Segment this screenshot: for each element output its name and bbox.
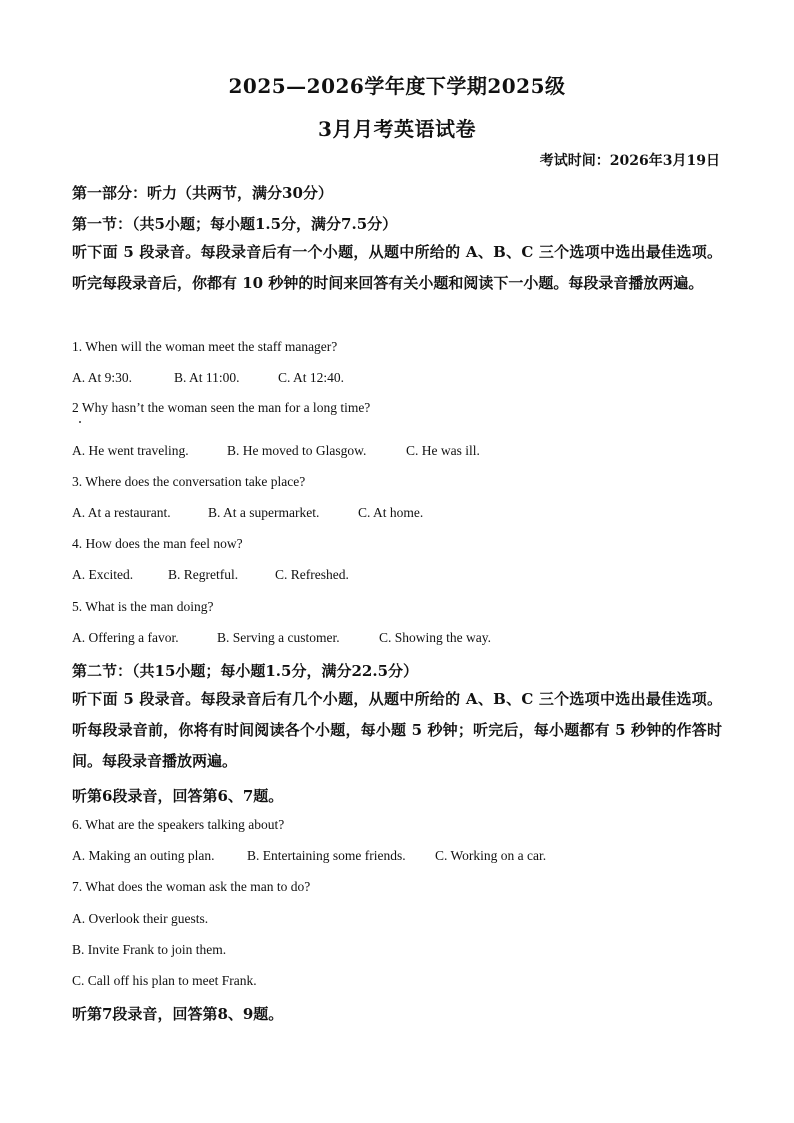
question-5: 5. What is the man doing? xyxy=(72,599,214,614)
options-1 xyxy=(72,370,344,386)
question-2: 2 Why hasn’t the woman seen the man for a long time? xyxy=(72,400,371,415)
option-c: C. At home. xyxy=(358,505,424,520)
option-b: B. Serving a customer. xyxy=(217,630,340,645)
option-b: B. At 11:00. xyxy=(174,370,240,385)
option-7c: C. Call off his plan to meet Frank. xyxy=(72,973,257,988)
options-5 xyxy=(72,630,491,646)
section1-instruction: 听下面 5 段录音。每段录音后有一个小题，从题中所给的 A、B、C 三个选项中选出最佳选项。听完每段录音后，你都有 10 秒钟的时间来回答有关小题和阅读下一小题。每段录音播放两遍。 xyxy=(72,243,722,292)
option-c: C. He was ill. xyxy=(406,443,480,458)
audio-7-label: 听第7段录音，回答第8、9题。 xyxy=(72,1005,284,1023)
question-6: 6. What are the speakers talking about? xyxy=(72,817,285,832)
stray-mark xyxy=(79,421,81,423)
section1-heading: 第一节：（共5小题；每小题1.5分，满分7.5分） xyxy=(72,215,398,233)
option-7a: A. Overlook their guests. xyxy=(72,911,209,926)
section2-heading: 第二节：（共15小题；每小题1.5分，满分22.5分） xyxy=(72,662,419,680)
question-1: 1. When will the woman meet the staff manager? xyxy=(72,339,338,354)
option-b: B. Entertaining some friends. xyxy=(247,848,406,863)
options-6 xyxy=(72,848,546,864)
part1-heading: 第一部分：听力（共两节，满分30分） xyxy=(72,184,333,202)
section2-instruction: 听下面 5 段录音。每段录音后有几个小题，从题中所给的 A、B、C 三个选项中选出最佳选项。听每段录音前，你将有时间阅读各个小题，每小题 5 秒钟；听完后，每小题都有 5 秒钟的作答时间。每段录音播放两遍。 xyxy=(72,690,722,770)
option-c: C. Working on a car. xyxy=(435,848,547,863)
option-7b: B. Invite Frank to join them. xyxy=(72,942,227,957)
question-7: 7. What does the woman ask the man to do? xyxy=(72,879,311,894)
option-b: B. He moved to Glasgow. xyxy=(227,443,367,458)
option-a: A. At 9:30. xyxy=(72,370,133,385)
exam-subtitle: 3月月考英语试卷 xyxy=(318,117,476,141)
exam-time: 考试时间：2026年3月19日 xyxy=(539,153,720,169)
option-a: A. Making an outing plan. xyxy=(72,848,215,863)
option-a: A. Offering a favor. xyxy=(72,630,179,645)
option-c: C. At 12:40. xyxy=(278,370,345,385)
options-2 xyxy=(72,443,480,459)
options-4 xyxy=(72,567,349,583)
exam-title: 2025—2026学年度下学期2025级 xyxy=(228,74,566,98)
option-c: C. Refreshed. xyxy=(275,567,349,582)
question-3: 3. Where does the conversation take place? xyxy=(72,474,306,489)
option-c: C. Showing the way. xyxy=(379,630,491,645)
option-a: A. At a restaurant. xyxy=(72,505,171,520)
option-a: A. He went traveling. xyxy=(72,443,189,458)
question-4: 4. How does the man feel now? xyxy=(72,536,243,551)
option-b: B. Regretful. xyxy=(168,567,239,582)
option-b: B. At a supermarket. xyxy=(208,505,320,520)
option-a: A. Excited. xyxy=(72,567,134,582)
audio-6-label: 听第6段录音，回答第6、7题。 xyxy=(72,787,284,805)
options-3 xyxy=(72,505,423,521)
